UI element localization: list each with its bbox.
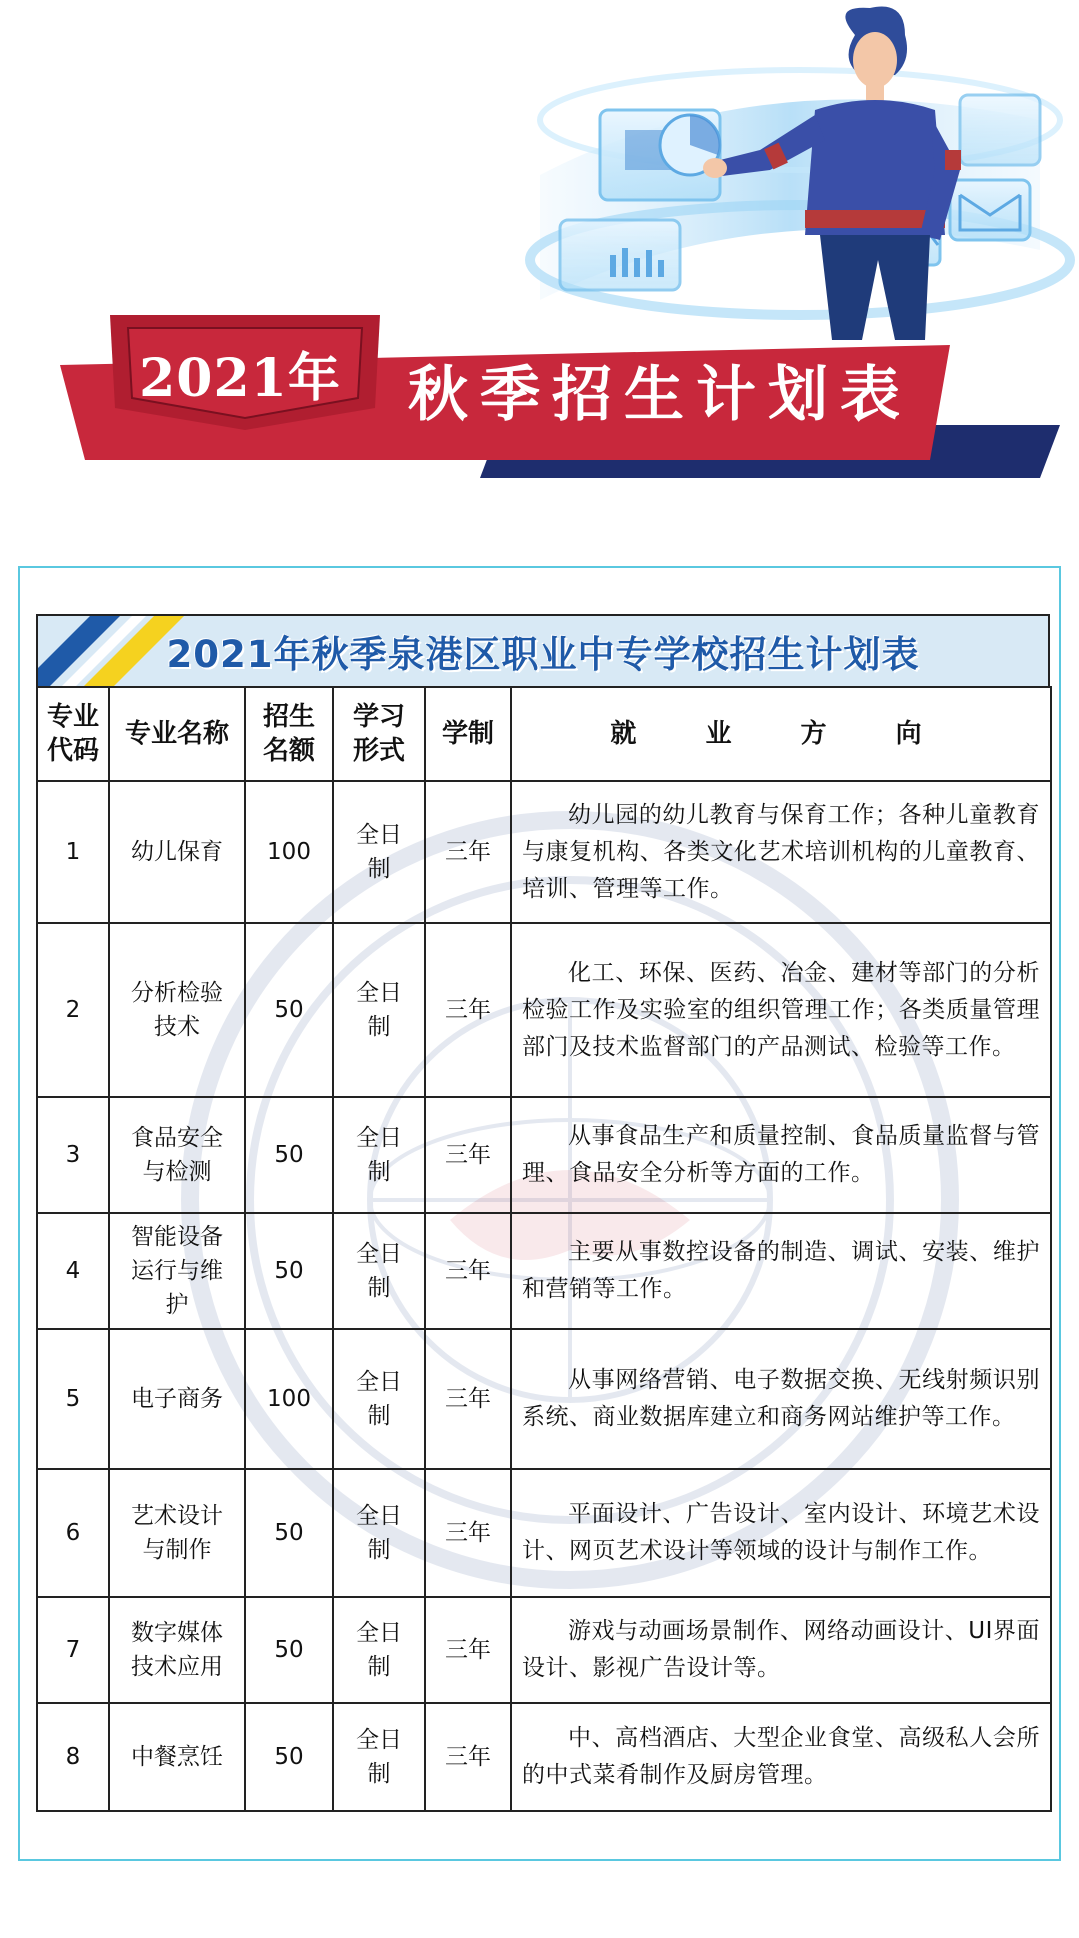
header-duration: 学制	[425, 687, 511, 781]
table-row	[37, 1597, 1051, 1703]
header-code: 专业代码	[37, 687, 109, 781]
cell-code: 3	[37, 1097, 109, 1213]
cell-duration: 三年	[425, 1097, 511, 1213]
cell-mode: 全日制	[333, 1597, 425, 1703]
cell-name: 中餐烹饪	[109, 1703, 245, 1811]
cell-quota: 50	[245, 1469, 333, 1597]
cell-quota: 50	[245, 1213, 333, 1329]
header-career: 就 业 方 向	[511, 687, 1051, 781]
cell-mode: 全日制	[333, 1469, 425, 1597]
header-mode: 学习形式	[333, 687, 425, 781]
cell-career: 化工、环保、医药、冶金、建材等部门的分析检验工作及实验室的组织管理工作；各类质量管理部门及技术监督部门的产品测试、检验等工作。	[511, 923, 1051, 1097]
cell-code: 2	[37, 923, 109, 1097]
banner-title: 秋季招生计划表	[408, 360, 912, 430]
cell-quota: 50	[245, 1097, 333, 1213]
table-title-bar	[36, 614, 1050, 686]
cell-career: 平面设计、广告设计、室内设计、环境艺术设计、网页艺术设计等领域的设计与制作工作。	[511, 1469, 1051, 1597]
cell-mode: 全日制	[333, 781, 425, 923]
cell-mode: 全日制	[333, 1097, 425, 1213]
cell-career: 幼儿园的幼儿教育与保育工作；各种儿童教育与康复机构、各类文化艺术培训机构的儿童教育、培训、管理等工作。	[511, 781, 1051, 923]
cell-name: 艺术设计与制作	[109, 1469, 245, 1597]
presenter-figure	[703, 7, 961, 340]
cell-duration: 三年	[425, 923, 511, 1097]
header-illustration	[0, 0, 1079, 520]
cell-code: 5	[37, 1329, 109, 1469]
enrollment-plan-table	[36, 686, 1052, 1812]
cell-duration: 三年	[425, 1329, 511, 1469]
header-name: 专业名称	[109, 687, 245, 781]
table-row	[37, 781, 1051, 923]
enrollment-table	[36, 614, 1050, 1812]
table-row	[37, 1703, 1051, 1811]
cell-name: 分析检验技术	[109, 923, 245, 1097]
table-row	[37, 1097, 1051, 1213]
cell-quota: 50	[245, 1703, 333, 1811]
cell-name: 智能设备运行与维护	[109, 1213, 245, 1329]
table-row	[37, 1213, 1051, 1329]
cell-mode: 全日制	[333, 923, 425, 1097]
cell-duration: 三年	[425, 1469, 511, 1597]
cell-name: 数字媒体技术应用	[109, 1597, 245, 1703]
cell-duration: 三年	[425, 1213, 511, 1329]
cell-code: 7	[37, 1597, 109, 1703]
cell-quota: 50	[245, 1597, 333, 1703]
table-row	[37, 923, 1051, 1097]
cell-career: 从事网络营销、电子数据交换、无线射频识别系统、商业数据库建立和商务网站维护等工作。	[511, 1329, 1051, 1469]
cell-mode: 全日制	[333, 1213, 425, 1329]
cell-duration: 三年	[425, 1597, 511, 1703]
cell-quota: 100	[245, 1329, 333, 1469]
cell-code: 6	[37, 1469, 109, 1597]
cell-quota: 50	[245, 923, 333, 1097]
cell-code: 1	[37, 781, 109, 923]
cell-name: 幼儿保育	[109, 781, 245, 923]
cell-career: 游戏与动画场景制作、网络动画设计、UI界面设计、影视广告设计等。	[511, 1597, 1051, 1703]
cell-mode: 全日制	[333, 1703, 425, 1811]
cell-name: 电子商务	[109, 1329, 245, 1469]
cell-career: 中、高档酒店、大型企业食堂、高级私人会所的中式菜肴制作及厨房管理。	[511, 1703, 1051, 1811]
table-title: 2021年秋季泉港区职业中专学校招生计划表	[166, 633, 920, 676]
cell-code: 4	[37, 1213, 109, 1329]
cell-career: 主要从事数控设备的制造、调试、安装、维护和营销等工作。	[511, 1213, 1051, 1329]
cell-duration: 三年	[425, 781, 511, 923]
banner-year: 2021年	[139, 347, 341, 409]
hologram-ring	[530, 70, 1070, 315]
cell-quota: 100	[245, 781, 333, 923]
table-header-row	[37, 687, 1051, 781]
table-row	[37, 1469, 1051, 1597]
cell-code: 8	[37, 1703, 109, 1811]
cell-duration: 三年	[425, 1703, 511, 1811]
cell-mode: 全日制	[333, 1329, 425, 1469]
cell-name: 食品安全与检测	[109, 1097, 245, 1213]
table-row	[37, 1329, 1051, 1469]
header-quota: 招生名额	[245, 687, 333, 781]
cell-career: 从事食品生产和质量控制、食品质量监督与管理、食品安全分析等方面的工作。	[511, 1097, 1051, 1213]
